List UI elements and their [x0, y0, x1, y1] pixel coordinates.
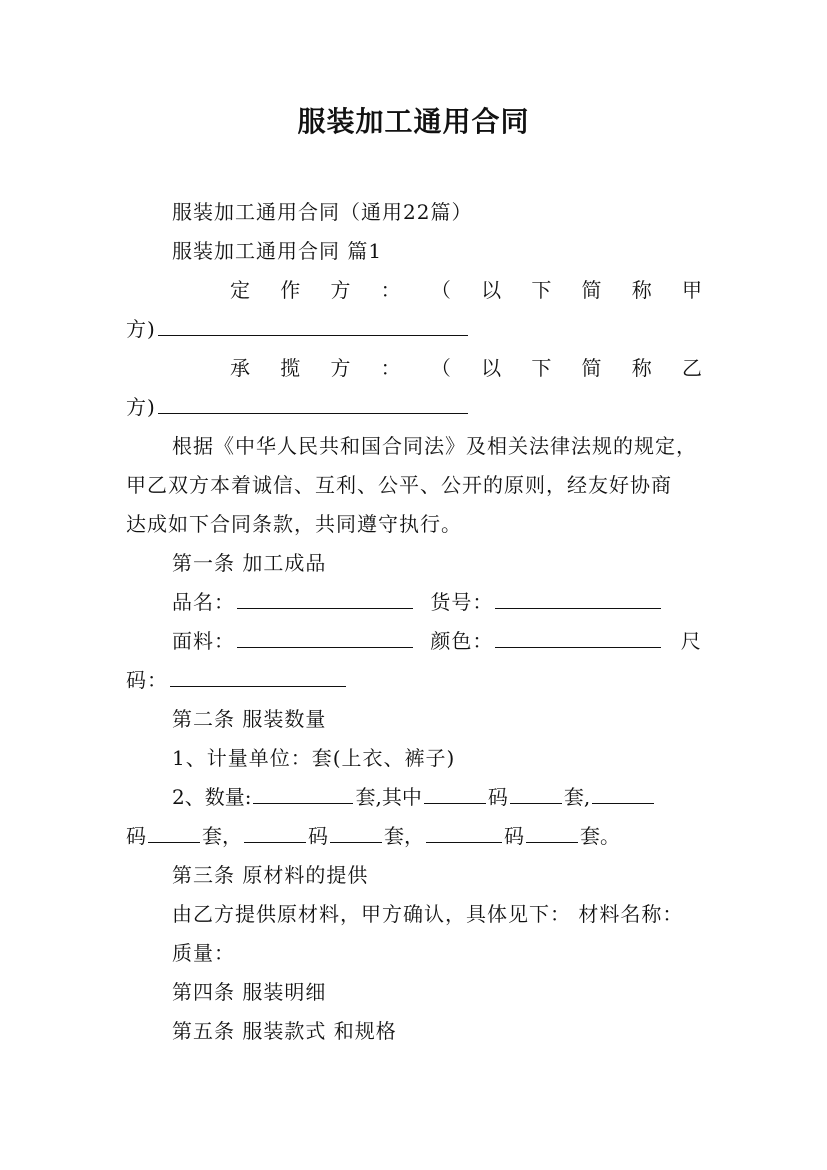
size-code-blank [426, 824, 502, 843]
size-blank [170, 668, 346, 687]
party-a-char: 甲 [681, 278, 702, 302]
party-b-char: ： [380, 356, 401, 380]
quantity-text: 套， [202, 824, 242, 848]
size-label: 码： [126, 668, 168, 692]
section-3-heading: 第三条 原材料的提供 [172, 863, 369, 887]
party-b-char: 以 [481, 356, 502, 380]
quantity-text: 套,其中 [355, 785, 422, 809]
quantity-blank [253, 785, 353, 804]
item-no-label: 货号： [430, 590, 494, 614]
quantity-text: 套。 [580, 824, 620, 848]
size-label-start: 尺 [680, 629, 702, 653]
section-5-heading: 第五条 服装款式 和规格 [172, 1019, 397, 1043]
section-3-quality: 质量： [172, 941, 235, 965]
quantity-label: 2、数量: [172, 785, 252, 809]
unit-line: 1、计量单位：套(上衣、裤子) [172, 746, 456, 770]
party-b-char: （ [430, 356, 451, 380]
quantity-text: 码 [308, 824, 328, 848]
fabric-label: 面料： [172, 629, 235, 653]
party-b-line [230, 355, 702, 381]
color-blank [495, 629, 661, 648]
party-b-char: 称 [631, 356, 652, 380]
party-b-char: 承 [230, 356, 250, 380]
party-b-char: 方 [330, 356, 351, 380]
intro-line-3: 达成如下合同条款，共同遵守执行。 [126, 512, 462, 536]
party-a-char: 下 [531, 278, 552, 302]
quantity-text: 码 [504, 824, 524, 848]
party-b-char: 简 [581, 356, 602, 380]
party-b-char: 下 [531, 356, 552, 380]
party-a-tail: 方) [126, 317, 156, 341]
party-a-char: （ [430, 278, 451, 302]
party-a-blank [158, 317, 468, 336]
quantity-line-2 [126, 823, 620, 849]
party-a-char: ： [380, 278, 401, 302]
party-a-char: 简 [581, 278, 602, 302]
product-name-label: 品名： [172, 590, 235, 614]
product-name-blank [237, 590, 413, 609]
party-b-char: 乙 [681, 356, 702, 380]
party-a-char: 称 [631, 278, 652, 302]
party-b-char: 揽 [280, 356, 301, 380]
quantity-text: 套, [563, 785, 591, 809]
article-heading: 服装加工通用合同 篇1 [172, 239, 383, 263]
item-no-blank [495, 590, 661, 609]
quantity-text: 码 [126, 824, 146, 848]
party-a-char: 方 [330, 278, 351, 302]
party-a-char: 以 [481, 278, 502, 302]
size-code-blank [592, 785, 654, 804]
party-b-tail: 方) [126, 395, 156, 419]
fabric-color-line [172, 628, 702, 654]
size-line [126, 667, 348, 693]
set-count-blank [330, 824, 382, 843]
subtitle-line: 服装加工通用合同（通用22篇） [172, 200, 473, 224]
quantity-line-1 [172, 784, 656, 810]
party-a-char: 作 [280, 278, 301, 302]
set-count-blank [526, 824, 578, 843]
party-a-blank-line [126, 316, 470, 342]
set-count-blank [148, 824, 200, 843]
section-1-heading: 第一条 加工成品 [172, 551, 327, 575]
set-count-blank [510, 785, 562, 804]
fabric-blank [237, 629, 413, 648]
section-4-heading: 第四条 服装明细 [172, 980, 327, 1004]
intro-line-1: 根据《中华人民共和国合同法》及相关法律法规的规定， [172, 434, 697, 458]
color-label: 颜色： [430, 629, 494, 653]
party-a-char: 定 [230, 278, 250, 302]
party-a-line [230, 277, 702, 303]
quantity-text: 码 [487, 785, 508, 809]
quantity-text: 套， [384, 824, 424, 848]
document-title: 服装加工通用合同 [297, 105, 530, 138]
size-code-blank [424, 785, 486, 804]
product-name-line [172, 589, 663, 615]
party-b-blank [158, 395, 468, 414]
intro-line-2: 甲乙双方本着诚信、互利、公平、公开的原则，经友好协商 [126, 473, 672, 497]
section-3-body: 由乙方提供原材料，甲方确认，具体见下： 材料名称： [172, 902, 684, 926]
size-code-blank [244, 824, 306, 843]
section-2-heading: 第二条 服装数量 [172, 707, 327, 731]
party-b-blank-line [126, 394, 470, 420]
